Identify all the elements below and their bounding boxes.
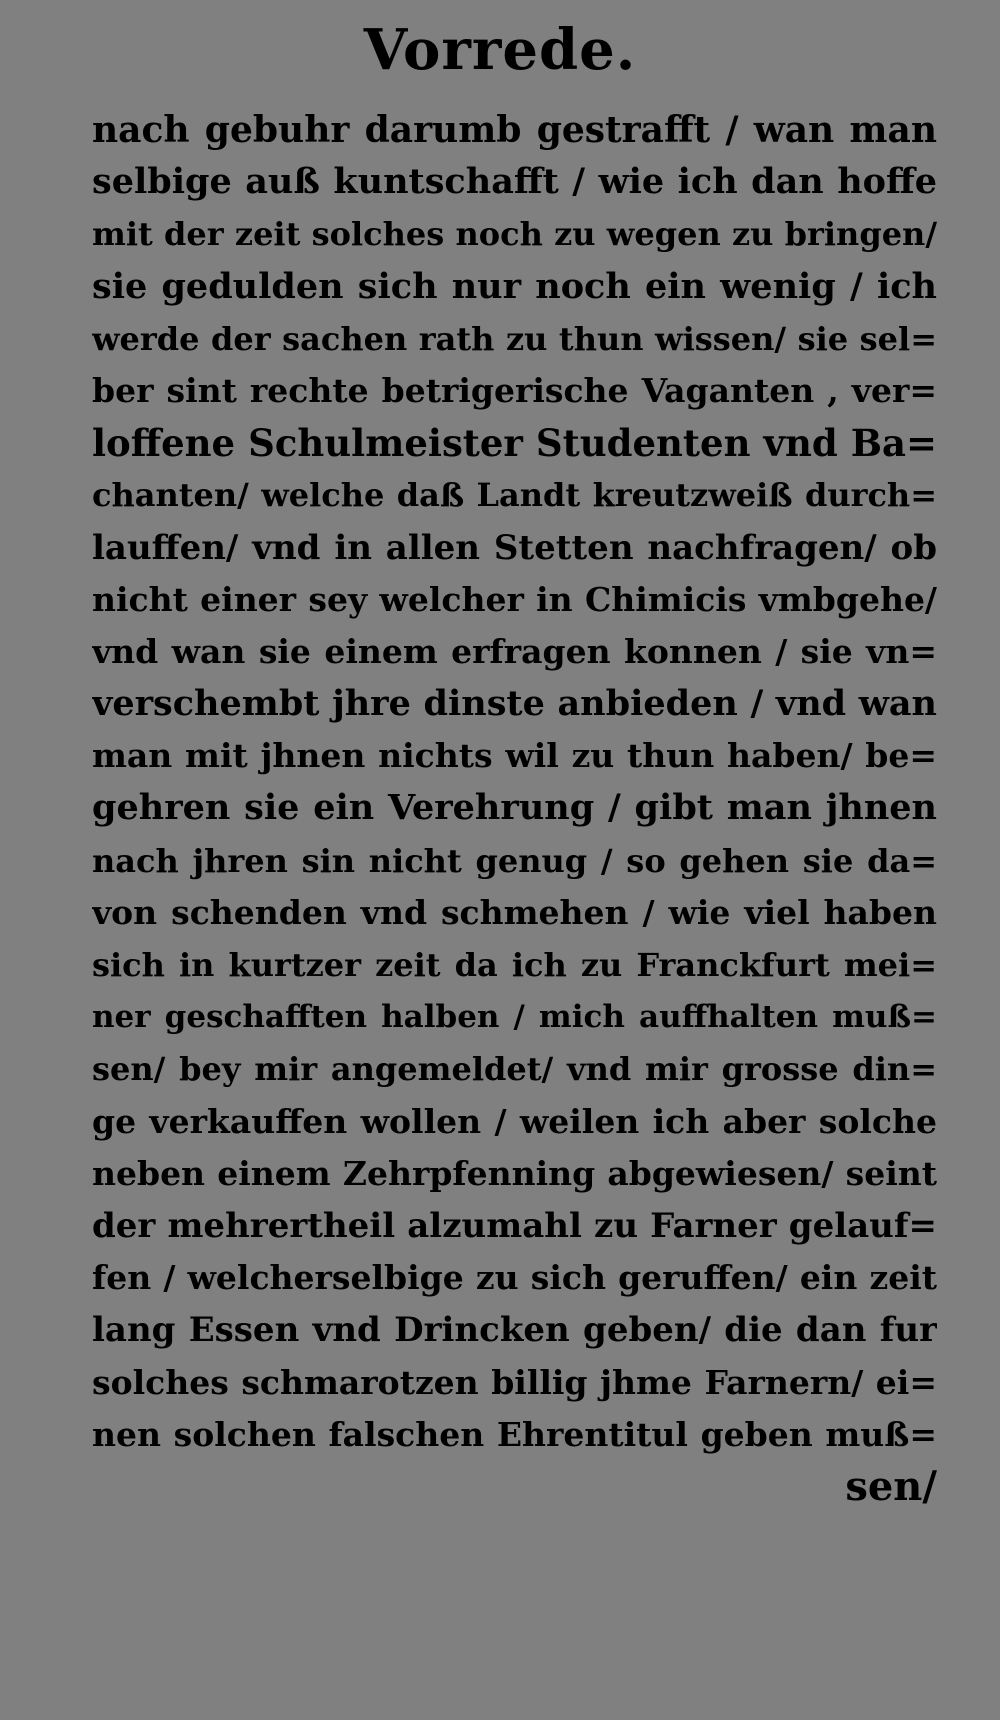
text-line: ner geschafften halben / mich auffhalten muß= — [92, 999, 937, 1036]
text-line: nach gebuhr darumb gestrafft / wan man — [92, 109, 937, 151]
text-line: selbige auß kuntschafft / wie ich dan hoffe — [92, 161, 937, 203]
text-line: werde der sachen rath zu thun wissen/ sie sel= — [92, 319, 937, 358]
text-line: gehren sie ein Verehrung / gibt man jhnen — [92, 787, 937, 829]
text-line: sich in kurtzer zeit da ich zu Franckfurt mei= — [92, 946, 937, 984]
text-line: sen/ — [845, 1462, 937, 1510]
text-line: sie gedulden sich nur noch ein wenig / ich — [92, 265, 937, 307]
text-line: verschembt jhre dinste anbieden / vnd wan — [92, 683, 937, 725]
text-line: der mehrertheil alzumahl zu Farner gelauf= — [92, 1205, 937, 1246]
text-line: von schenden vnd schmehen / wie viel haben — [92, 892, 937, 932]
text-line: nen solchen falschen Ehrentitul geben muß= — [92, 1414, 937, 1454]
text-line: ber sint rechte betrigerische Vaganten , ver= — [92, 370, 937, 410]
text-line: fen / welcherselbige zu sich geruffen/ ein zeit — [92, 1258, 937, 1298]
text-line: sen/ bey mir angemeldet/ vnd mir grosse din= — [92, 1050, 937, 1089]
text-line: nach jhren sin nicht genug / so gehen sie da= — [92, 841, 937, 880]
text-line: lauffen/ vnd in allen Stetten nachfragen/ ob — [92, 527, 937, 568]
text-line: man mit jhnen nichts wil zu thun haben/ be= — [92, 736, 937, 776]
page-header: Vorrede. — [363, 17, 637, 83]
text-line: nicht einer sey welcher in Chimicis vmbgehe/ — [92, 579, 937, 619]
text-line: vnd wan sie einem erfragen konnen / sie vn= — [92, 631, 937, 671]
text-line: neben einem Zehrpfenning abgewiesen/ seint — [92, 1153, 937, 1193]
text-line: loffene Schulmeister Studenten vnd Ba= — [92, 421, 937, 466]
text-line: solches schmarotzen billig jhme Farnern/ ei= — [92, 1362, 937, 1402]
text-line: chanten/ welche daß Landt kreutzweiß durch= — [92, 476, 937, 515]
body-text — [92, 104, 937, 1513]
text-line: lang Essen vnd Drincken geben/ die dan fur — [92, 1310, 937, 1351]
text-line: mit der zeit solches noch zu wegen zu bringen/ — [92, 215, 937, 254]
text-line: ge verkauffen wollen / weilen ich aber solche — [92, 1101, 937, 1141]
